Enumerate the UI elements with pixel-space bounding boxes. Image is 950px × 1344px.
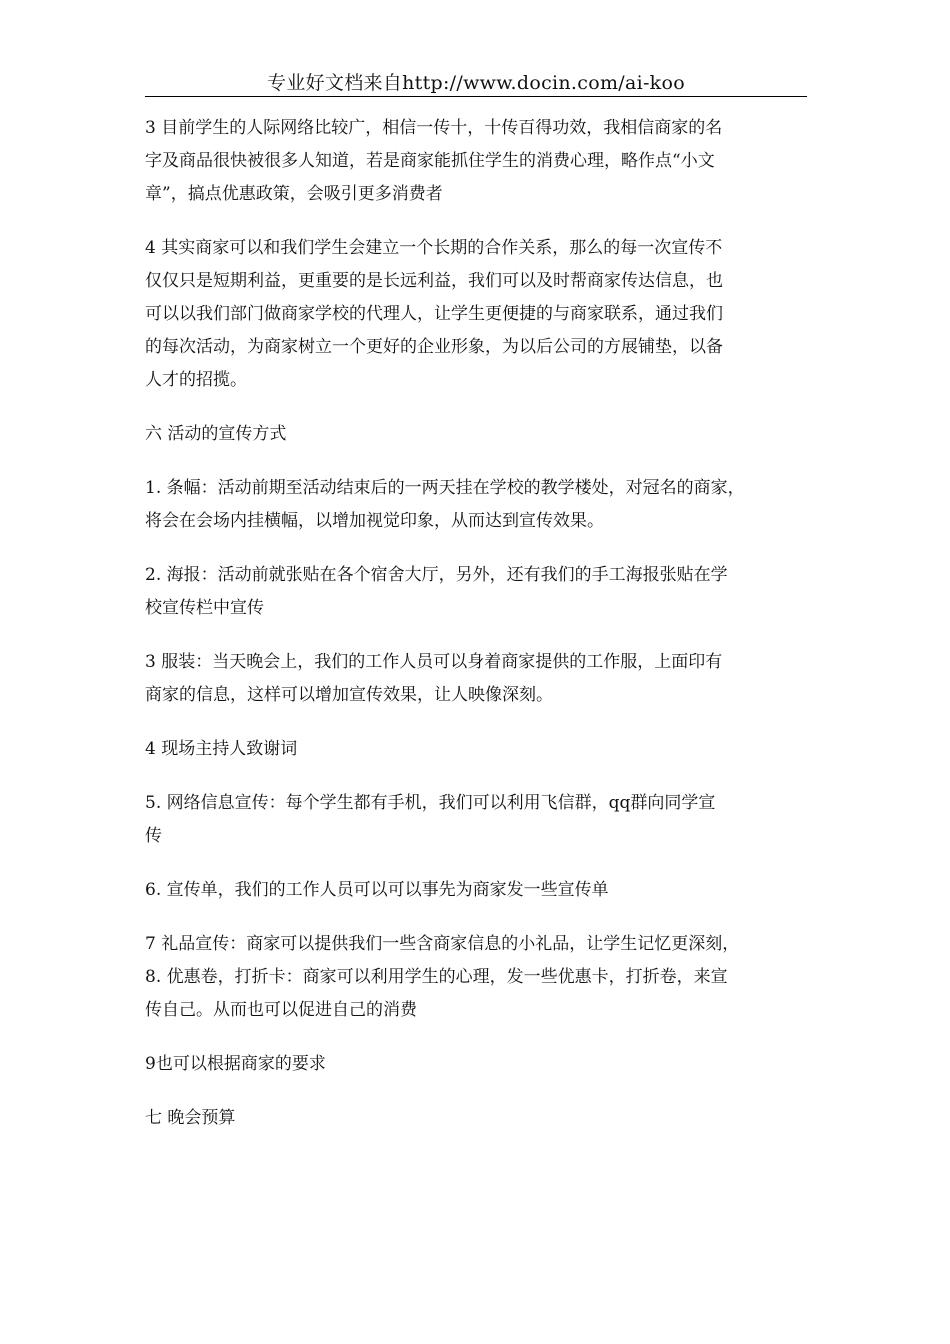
paragraph [145,418,810,451]
paragraph [145,787,810,853]
text-line: 章”，搞点优惠政策，会吸引更多消费者 [145,184,443,204]
text-line: 人才的招揽。 [145,370,247,390]
text-line: 3 目前学生的人际网络比较广，相信一传十，十传百得功效，我相信商家的名 [145,118,723,138]
text-line: 传自己。从而也可以促进自己的消费 [145,1000,417,1020]
text-line: 商家的信息，这样可以增加宣传效果，让人映像深刻。 [145,685,553,705]
text-line: 七 晚会预算 [145,1108,236,1128]
text-line: 9也可以根据商家的要求 [145,1054,326,1074]
text-line: 的每次活动，为商家树立一个更好的企业形象，为以后公司的方展铺垫，以备 [145,337,723,357]
document-body [145,112,810,1156]
text-line: 8. 优惠卷，打折卡：商家可以利用学生的心理，发一些优惠卡，打折卷，来宣 [145,967,728,987]
paragraph [145,559,810,625]
paragraph [145,1048,810,1081]
text-line: 4 现场主持人致谢词 [145,739,298,759]
text-line: 校宣传栏中宣传 [145,598,264,618]
paragraph [145,961,810,1027]
paragraph [145,1102,810,1135]
text-line: 5. 网络信息宣传：每个学生都有手机，我们可以利用飞信群，qq群向同学宣 [145,793,716,813]
text-line: 仅仅只是短期利益，更重要的是长远利益，我们可以及时帮商家传达信息，也 [145,271,723,291]
text-line: 六 活动的宣传方式 [145,424,287,444]
text-line: 可以以我们部门做商家学校的代理人，让学生更便捷的与商家联系，通过我们 [145,304,723,324]
text-line: 1. 条幅：活动前期至活动结束后的一两天挂在学校的教学楼处，对冠名的商家， [145,478,745,498]
paragraph [145,112,810,211]
text-line: 传 [145,826,162,846]
paragraph [145,874,810,907]
header-divider [145,96,807,97]
text-line: 2. 海报：活动前就张贴在各个宿舍大厅，另外，还有我们的手工海报张贴在学 [145,565,728,585]
paragraph [145,733,810,766]
paragraph [145,472,810,538]
text-line: 4 其实商家可以和我们学生会建立一个长期的合作关系，那么的每一次宣传不 [145,238,723,258]
paragraph [145,928,810,961]
text-line: 7 礼品宣传：商家可以提供我们一些含商家信息的小礼品，让学生记忆更深刻， [145,934,740,954]
text-line: 将会在会场内挂横幅，以增加视觉印象，从而达到宣传效果。 [145,511,604,531]
paragraph [145,232,810,397]
text-line: 6. 宣传单，我们的工作人员可以可以事先为商家发一些宣传单 [145,880,609,900]
text-line: 字及商品很快被很多人知道，若是商家能抓住学生的消费心理，略作点“小文 [145,151,715,171]
paragraph [145,646,810,712]
text-line: 3 服装：当天晚会上，我们的工作人员可以身着商家提供的工作服，上面印有 [145,652,723,672]
page-header: 专业好文档来自http://www.docin.com/ai-koo [267,72,685,94]
